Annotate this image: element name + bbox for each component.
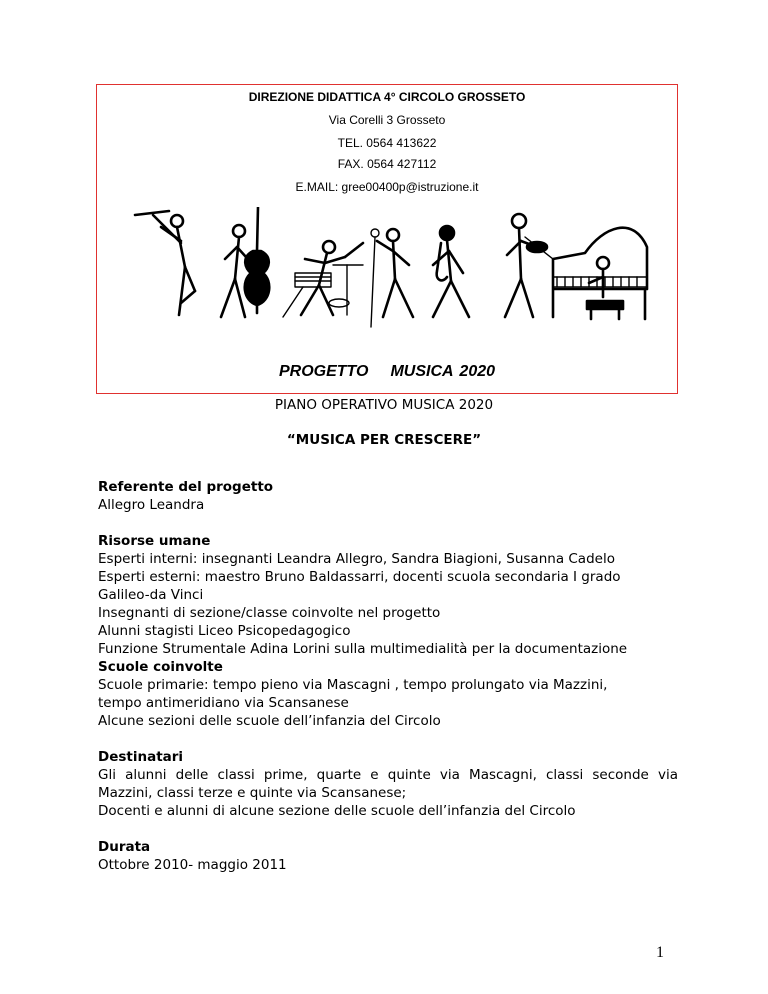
project-name: MUSICA 2020 — [390, 363, 496, 380]
section-line: Allegro Leandra — [98, 497, 205, 513]
section-line: tempo antimeridiano via Scansanese — [98, 695, 349, 711]
project-word: PROGETTO — [278, 363, 369, 380]
school-telephone: TEL. 0564 413622 — [337, 136, 437, 150]
section-line: Funzione Strumentale Adina Lorini sulla multimedialità per la documentazione — [98, 641, 628, 657]
double-bass-player-figure — [221, 207, 269, 317]
project-title — [97, 363, 677, 381]
document-motto: “MUSICA PER CRESCERE” — [286, 432, 482, 448]
section-risorse-umane — [98, 532, 678, 658]
section-line: Esperti interni: insegnanti Leandra Allegro, Sandra Biagioni, Susanna Cadelo — [98, 551, 615, 567]
pianist-figure — [553, 228, 647, 319]
section-durata — [98, 838, 678, 874]
section-line: Insegnanti di sezione/classe coinvolte nel progetto — [98, 605, 441, 621]
section-line: Scuole primarie: tempo pieno via Mascagni , tempo prolungato via Mazzini, — [98, 677, 608, 693]
musicians-illustration — [133, 207, 649, 337]
section-line: Ottobre 2010- maggio 2011 — [98, 857, 287, 873]
violinist-figure — [505, 214, 553, 317]
section-line: Docenti e alunni di alcune sezione delle scuole dell’infanzia del Circolo — [98, 803, 576, 819]
school-name: DIREZIONE DIDATTICA 4° CIRCOLO GROSSETO — [248, 90, 526, 104]
section-paragraph: Gli alunni delle classi prime, quarte e quinte via Mascagni, classi seconde via Mazzini, classi terze e quinte via Scansanese; — [98, 767, 678, 801]
school-fax: FAX. 0564 427112 — [337, 157, 437, 171]
section-referente — [98, 478, 678, 514]
section-scuole-coinvolte — [98, 658, 678, 730]
flute-player-figure — [135, 211, 195, 315]
document-subtitle: PIANO OPERATIVO MUSICA 2020 — [274, 397, 494, 413]
section-heading: Risorse umane — [98, 533, 211, 549]
saxophone-player-figure — [433, 226, 469, 317]
school-address: Via Corelli 3 Grosseto — [328, 113, 446, 127]
section-line: Esperti esterni: maestro Bruno Baldassarri, docenti scuola secondaria I grado — [98, 569, 621, 585]
section-line: Alunni stagisti Liceo Psicopedagogico — [98, 623, 351, 639]
section-heading: Destinatari — [98, 749, 184, 765]
section-heading: Scuole coinvolte — [98, 659, 223, 675]
singer-figure — [371, 229, 413, 327]
school-email: E.MAIL: gree00400p@istruzione.it — [295, 180, 479, 194]
page-number: 1 — [656, 944, 664, 961]
section-heading: Durata — [98, 839, 151, 855]
section-destinatari — [98, 748, 678, 820]
drummer-figure — [283, 241, 363, 317]
section-line: Galileo-da Vinci — [98, 587, 204, 603]
section-line: Alcune sezioni delle scuole dell’infanzia del Circolo — [98, 713, 441, 729]
letterhead-box — [96, 84, 678, 394]
section-heading: Referente del progetto — [98, 479, 274, 495]
